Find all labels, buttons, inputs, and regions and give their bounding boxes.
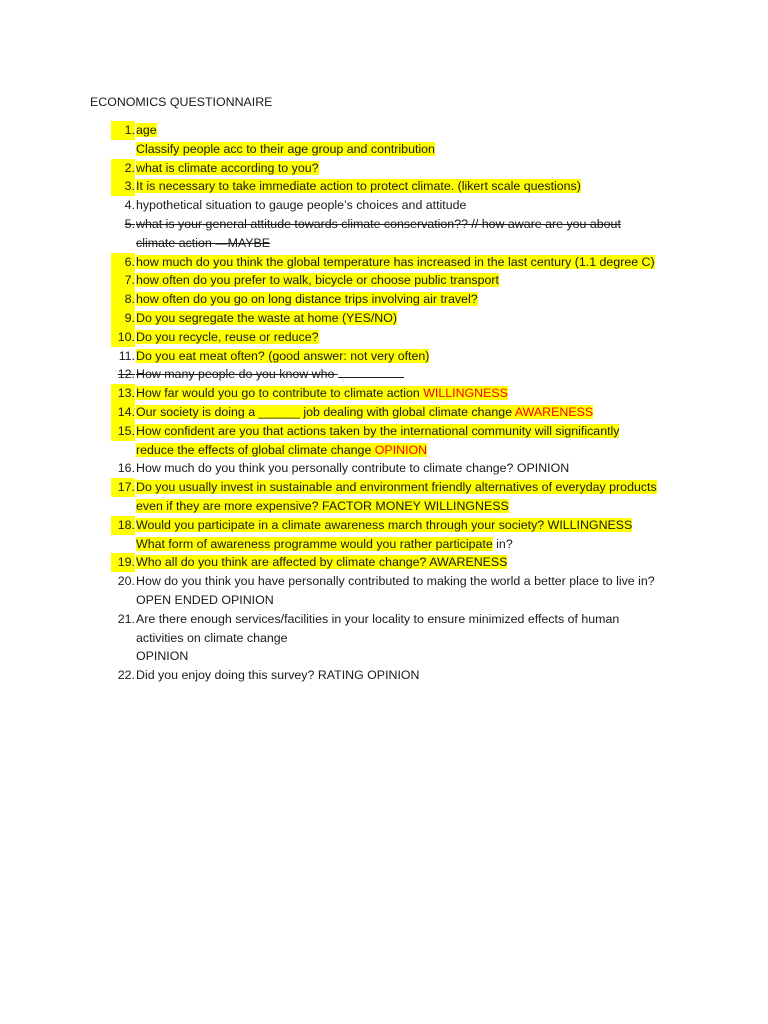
question-text: Do you recycle, reuse or reduce? bbox=[136, 329, 319, 344]
blank-line bbox=[338, 365, 404, 378]
list-item-number: 2. bbox=[111, 159, 135, 178]
list-item-number: 22. bbox=[117, 668, 135, 683]
list-item-number: 3. bbox=[111, 177, 135, 196]
question-text: How confident are you that actions taken by the international community will significantly bbox=[136, 423, 620, 438]
question-text: how much do you think the global temperature has increased in the last century (1.1 degree C) bbox=[136, 254, 655, 269]
list-item-number: 1. bbox=[111, 121, 135, 140]
question-text: Do you eat meat often? (good answer: not very often) bbox=[136, 348, 430, 363]
question-text: Do you usually invest in sustainable and environment friendly alternatives of everyday products bbox=[136, 480, 657, 495]
question-text: hypothetical situation to gauge people’s choices and attitude bbox=[136, 198, 467, 213]
list-item-number: 16. bbox=[117, 461, 135, 476]
list-item-number: 4. bbox=[124, 198, 135, 213]
question-text: climate action —MAYBE bbox=[136, 235, 271, 250]
list-item-number: 14. bbox=[111, 403, 135, 422]
category-tag: AWARENESS bbox=[514, 405, 594, 419]
question-text: How do you think you have personally contributed to making the world a better place to live in? bbox=[136, 574, 655, 589]
list-item-number: 21. bbox=[117, 611, 135, 626]
list-item-number: 6. bbox=[111, 253, 135, 272]
question-text: OPINION bbox=[136, 649, 189, 664]
list-item-number: 7. bbox=[111, 271, 135, 290]
question-text: even if they are more expensive? FACTOR MONEY WILLINGNESS bbox=[136, 498, 509, 513]
list-item-number: 11. bbox=[118, 348, 135, 363]
question-text: Would you participate in a climate awareness march through your society? WILLINGNESS bbox=[136, 517, 633, 532]
list-item-number: 13. bbox=[111, 384, 135, 403]
question-text: how often do you prefer to walk, bicycle or choose public transport bbox=[136, 273, 499, 288]
question-text: Are there enough services/facilities in your locality to ensure minimized effects of human bbox=[136, 611, 620, 626]
question-text: How much do you think you personally contribute to climate change? OPINION bbox=[136, 461, 570, 476]
list-item-number: 18. bbox=[111, 516, 135, 535]
question-text: activities on climate change bbox=[136, 630, 288, 645]
list-item-number: 8. bbox=[111, 290, 135, 309]
question-text: Who all do you think are affected by climate change? AWARENESS bbox=[136, 555, 508, 570]
question-text: Our society is doing a ______ job dealing with global climate change bbox=[136, 405, 515, 419]
question-text: reduce the effects of global climate change bbox=[136, 442, 375, 457]
list-item-number: 19. bbox=[111, 553, 135, 572]
question-text: OPEN ENDED OPINION bbox=[136, 592, 274, 607]
question-text: Classify people acc to their age group and contribution bbox=[136, 141, 435, 156]
category-tag: WILLINGNESS bbox=[423, 386, 508, 401]
question-text: how often do you go on long distance trips involving air travel? bbox=[136, 292, 478, 307]
question-text: age bbox=[136, 123, 157, 137]
list-item-number: 5. bbox=[124, 217, 135, 231]
list-item-number: 15. bbox=[111, 422, 135, 441]
question-text: How far would you go to contribute to climate action bbox=[136, 386, 424, 401]
category-tag: OPINION bbox=[374, 442, 428, 457]
document-title: ECONOMICS QUESTIONNAIRE bbox=[90, 95, 273, 109]
question-text: what is your general attitude towards climate conservation?? // how aware are you about bbox=[136, 217, 621, 231]
list-item-number: 12. bbox=[117, 367, 135, 382]
list-item-number: 10. bbox=[111, 328, 135, 347]
list-item-number: 9. bbox=[111, 309, 135, 328]
question-text: Did you enjoy doing this survey? RATING OPINION bbox=[136, 668, 420, 683]
question-text: It is necessary to take immediate action to protect climate. (likert scale questions) bbox=[136, 179, 581, 194]
list-item-number: 20. bbox=[117, 574, 135, 589]
question-text: What form of awareness programme would you rather participate bbox=[136, 536, 493, 551]
question-text: How many people do you know who bbox=[136, 367, 338, 382]
question-text: what is climate according to you? bbox=[136, 160, 319, 175]
question-text: in? bbox=[492, 536, 513, 551]
list-item-number: 17. bbox=[111, 478, 135, 497]
question-text: Do you segregate the waste at home (YES/NO) bbox=[136, 311, 398, 325]
